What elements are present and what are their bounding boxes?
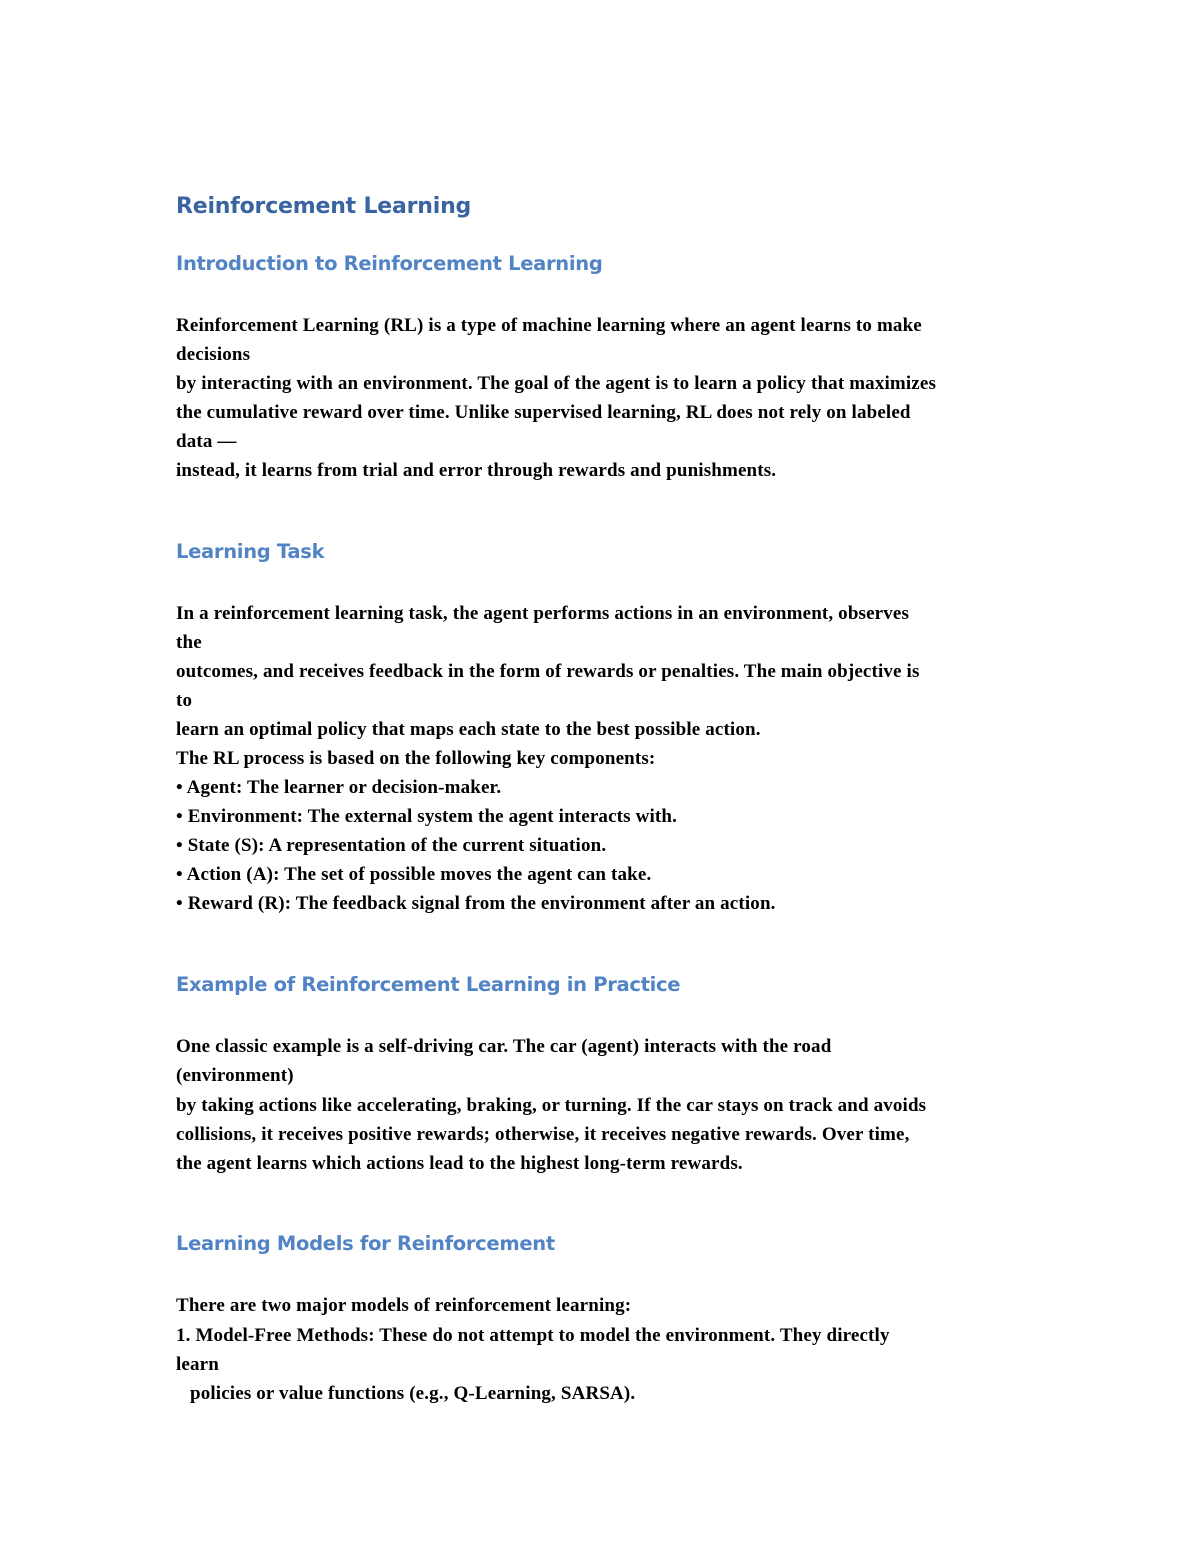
bullet-item-environment: • Environment: The external system the agent interacts with.: [176, 806, 677, 827]
section-heading-example: Example of Reinforcement Learning in Practice: [176, 973, 681, 996]
section-heading-learning-task: Learning Task: [176, 540, 325, 563]
paragraph-line: by interacting with an environment. The goal of the agent is to learn a policy that maximizes: [176, 373, 937, 394]
section-heading-introduction: Introduction to Reinforcement Learning: [176, 252, 603, 275]
paragraph-line: learn: [176, 1354, 219, 1375]
paragraph-line: to: [176, 690, 193, 711]
bullet-item-state: • State (S): A representation of the current situation.: [176, 835, 607, 856]
bullet-item-reward: • Reward (R): The feedback signal from the environment after an action.: [176, 893, 776, 914]
paragraph-line: learn an optimal policy that maps each state to the best possible action.: [176, 719, 761, 740]
bullet-item-agent: • Agent: The learner or decision-maker.: [176, 777, 502, 798]
paragraph-line: instead, it learns from trial and error through rewards and punishments.: [176, 460, 777, 481]
paragraph-line: policies or value functions (e.g., Q-Learning, SARSA).: [190, 1383, 636, 1404]
paragraph-line: the cumulative reward over time. Unlike supervised learning, RL does not rely on labeled: [176, 402, 911, 423]
paragraph-line: The RL process is based on the following key components:: [176, 748, 656, 769]
paragraph-line: collisions, it receives positive rewards; otherwise, it receives negative rewards. Over time,: [176, 1124, 910, 1145]
paragraph-line: by taking actions like accelerating, braking, or turning. If the car stays on track and avoids: [176, 1095, 927, 1116]
paragraph-line: (environment): [176, 1065, 294, 1086]
paragraph-line: Reinforcement Learning (RL) is a type of machine learning where an agent learns to make: [176, 315, 922, 336]
paragraph-line: There are two major models of reinforcement learning:: [176, 1295, 632, 1316]
paragraph-line: the agent learns which actions lead to the highest long-term rewards.: [176, 1153, 743, 1174]
paragraph-line: outcomes, and receives feedback in the form of rewards or penalties. The main objective is: [176, 661, 920, 682]
paragraph-line: One classic example is a self-driving car. The car (agent) interacts with the road: [176, 1036, 832, 1057]
paragraph-line: decisions: [176, 344, 251, 365]
paragraph-line: In a reinforcement learning task, the agent performs actions in an environment, observes: [176, 603, 910, 624]
section-heading-learning-models: Learning Models for Reinforcement: [176, 1232, 555, 1255]
paragraph-line: the: [176, 632, 202, 653]
bullet-item-action: • Action (A): The set of possible moves the agent can take.: [176, 864, 652, 885]
document-title: Reinforcement Learning: [176, 194, 472, 219]
paragraph-line: data —: [176, 431, 237, 452]
numbered-item-model-free: 1. Model-Free Methods: These do not attempt to model the environment. They directly: [176, 1325, 890, 1346]
